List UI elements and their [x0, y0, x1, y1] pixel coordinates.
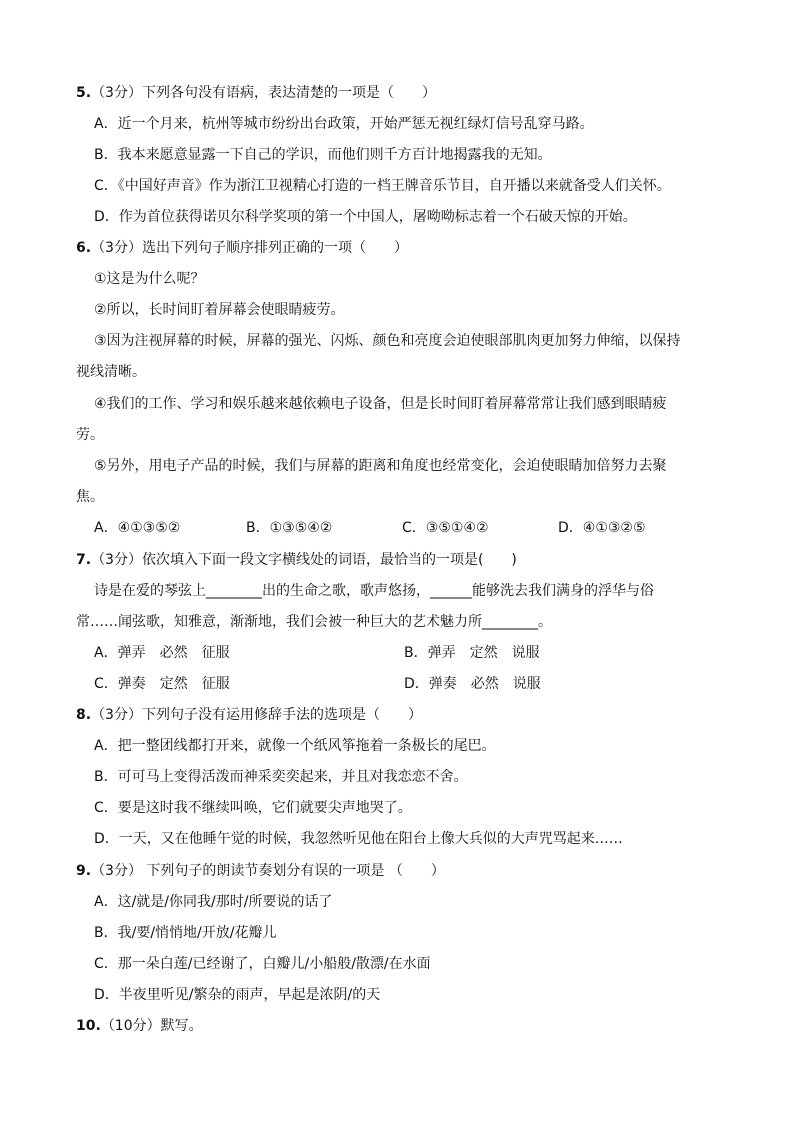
question-6-option-a: A．④①③⑤②	[94, 520, 181, 536]
question-number: 8.	[76, 707, 92, 723]
question-5-option-b: B．我本来愿意显露一下自己的学识，而他们则千方百计地揭露我的无知。	[94, 147, 552, 163]
question-9-stem	[76, 862, 445, 880]
question-9-option-c: C．那一朵白莲/已经谢了，白瓣儿/小船般/散漂/在水面	[94, 956, 431, 972]
question-7-option-a: A．弹弄 必然 征服	[94, 645, 230, 661]
question-7-stem	[76, 551, 517, 569]
question-6-sentence-5: ⑤另外，用电子产品的时候，我们与屏幕的距离和角度也经常变化，会迫使眼睛加倍努力去聚	[94, 458, 667, 474]
question-number: 5.	[76, 85, 92, 101]
question-text: （3分） 下列句子的朗读节奏划分有误的一项是 （ ）	[91, 863, 445, 879]
question-6-option-c: C．③⑤①④②	[402, 520, 489, 536]
question-8-stem	[76, 706, 422, 724]
question-text: （3分）下列句子没有运用修辞手法的选项是（ ）	[91, 707, 422, 723]
question-5-option-d: D．作为首位获得诺贝尔科学奖项的第一个中国人，屠呦呦标志着一个石破天惊的开始。	[94, 209, 637, 225]
question-9-option-b: B．我/要/悄悄地/开放/花瓣儿	[94, 925, 277, 941]
question-7-passage-line-1: 诗是在爱的琴弦上________出的生命之歌，歌声悠扬，______能够洗去我们满身的浮华与俗	[94, 583, 654, 599]
question-6-sentence-4: ④我们的工作、学习和娱乐越来越依赖电子设备，但是长时间盯着屏幕常常让我们感到眼睛疲	[94, 396, 667, 412]
question-7-option-d: D．弹奏 必然 说服	[404, 676, 541, 692]
question-6-option-d: D．④①③②⑤	[558, 520, 646, 536]
question-6-sentence-4-cont: 劳。	[76, 427, 104, 443]
question-7-passage-line-2: 常……闻弦歌，知雅意，渐渐地，我们会被一种巨大的艺术魅力所________。	[76, 614, 552, 630]
question-number: 10.	[76, 1018, 101, 1034]
question-7-option-b: B．弹弄 定然 说服	[404, 645, 540, 661]
question-6-sentence-5-cont: 焦。	[76, 489, 104, 505]
question-9-option-d: D．半夜里听见/繁杂的雨声，早起是浓阴/的天	[94, 987, 381, 1003]
question-5-option-a: A．近一个月来，杭州等城市纷纷出台政策，开始严惩无视红绿灯信号乱穿马路。	[94, 116, 594, 132]
question-8-option-b: B．可可马上变得活泼而神采奕奕起来，并且对我恋恋不舍。	[94, 769, 468, 785]
question-text: （3分）依次填入下面一段文字横线处的词语，最恰当的一项是( )	[91, 552, 517, 568]
question-10-stem	[76, 1017, 203, 1035]
question-6-option-b: B．①③⑤④②	[246, 520, 333, 536]
question-6-sentence-1: ①这是为什么呢？	[94, 271, 205, 287]
question-number: 6.	[76, 240, 92, 256]
question-6-sentence-3: ③因为注视屏幕的时候，屏幕的强光、闪烁、颜色和亮度会迫使眼部肌肉更加努力伸缩，以保持	[94, 333, 681, 349]
question-8-option-c: C．要是这时我不继续叫唤，它们就要尖声地哭了。	[94, 800, 412, 816]
question-6-sentence-3-cont: 视线清晰。	[76, 364, 146, 380]
question-number: 7.	[76, 552, 92, 568]
question-8-option-d: D．一天，又在他睡午觉的时候，我忽然听见他在阳台上像大兵似的大声咒骂起来……	[94, 831, 623, 847]
question-6-sentence-2: ②所以，长时间盯着屏幕会使眼睛疲劳。	[94, 302, 345, 318]
question-8-option-a: A．把一整团线都打开来，就像一个纸风筝拖着一条极长的尾巴。	[94, 738, 496, 754]
question-text: （3分）选出下列句子顺序排列正确的一项（ ）	[91, 240, 408, 256]
question-text: （10分）默写。	[100, 1018, 203, 1034]
question-text: （3分）下列各句没有语病，表达清楚的一项是（ ）	[91, 85, 436, 101]
question-5-stem	[76, 84, 436, 102]
question-number: 9.	[76, 863, 92, 879]
question-6-stem	[76, 239, 408, 257]
question-9-option-a: A．这/就是/你同我/那时/所要说的话了	[94, 894, 333, 910]
question-5-option-c: C．《中国好声音》作为浙江卫视精心打造的一档王牌音乐节目，自开播以来就备受人们关怀。	[94, 178, 671, 194]
question-7-option-c: C．弹奏 定然 征服	[94, 676, 230, 692]
